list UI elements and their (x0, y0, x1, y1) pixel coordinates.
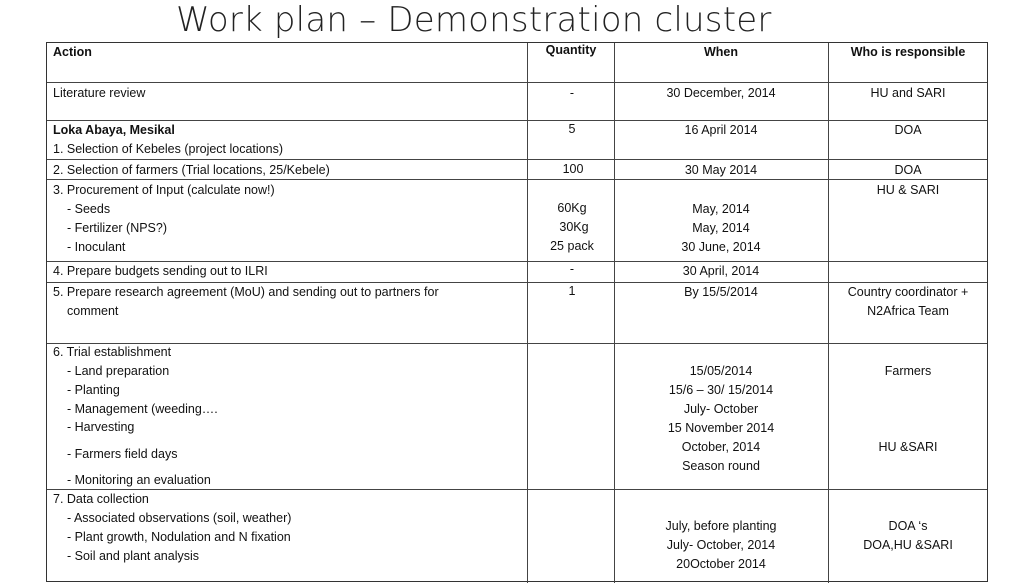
row7-action: 6. Trial establishment (53, 345, 172, 359)
row-divider (47, 120, 987, 121)
row2-responsible: DOA (894, 123, 922, 137)
row6-when: By 15/5/2014 (684, 285, 758, 299)
row1-when: 30 December, 2014 (666, 86, 776, 100)
row-divider (47, 343, 987, 344)
row4-when: May, 2014 (692, 202, 750, 216)
row5-quantity: - (569, 262, 575, 276)
row2-quantity: 5 (568, 122, 576, 136)
row2-group-label: Loka Abaya, Mesikal (53, 123, 175, 137)
row4-responsible: HU & SARI (876, 183, 940, 197)
row6-quantity: 1 (568, 284, 576, 298)
row7-sub-item: - Planting (67, 383, 120, 397)
row7-sub-item: - Monitoring an evaluation (67, 473, 211, 487)
row3-responsible: DOA (894, 163, 922, 177)
row8-when: 20October 2014 (676, 557, 766, 571)
row8-when: July, before planting (665, 519, 777, 533)
row4-when: May, 2014 (692, 221, 750, 235)
row4-sub-item: - Fertilizer (NPS?) (67, 221, 168, 235)
row3-when: 30 May 2014 (684, 163, 758, 177)
row7-responsible: HU &SARI (878, 440, 938, 454)
header-action: Action (53, 45, 92, 59)
row5-when: 30 April, 2014 (682, 264, 760, 278)
row2-action: 1. Selection of Kebeles (project locations) (53, 142, 283, 156)
row7-sub-item: - Management (weeding…. (67, 402, 218, 416)
row8-when: July- October, 2014 (666, 538, 776, 552)
row7-when: 15/6 – 30/ 15/2014 (668, 383, 774, 397)
row7-when: July- October (683, 402, 759, 416)
row8-sub-item: - Plant growth, Nodulation and N fixation (67, 530, 291, 544)
row4-sub-item: - Inoculant (67, 240, 126, 254)
header-when: When (703, 45, 739, 59)
row1-action: Literature review (53, 86, 146, 100)
column-divider (828, 43, 829, 583)
row4-sub-item: - Seeds (67, 202, 111, 216)
row4-action: 3. Procurement of Input (calculate now!) (53, 183, 275, 197)
row-divider (47, 82, 987, 83)
row1-responsible: HU and SARI (870, 86, 946, 100)
row7-when: Season round (682, 459, 760, 473)
row7-when: 15 November 2014 (667, 421, 775, 435)
row8-sub-item: - Associated observations (soil, weather) (67, 511, 292, 525)
row8-action: 7. Data collection (53, 492, 149, 506)
row3-quantity: 100 (562, 162, 584, 176)
header-responsible: Who is responsible (850, 45, 966, 59)
row4-quantity: 60Kg (557, 201, 587, 215)
row4-quantity: 25 pack (550, 239, 594, 253)
row6-responsible: Country coordinator + (847, 285, 969, 299)
row3-action: 2. Selection of farmers (Trial locations, 25/Kebele) (53, 163, 330, 177)
row4-when: 30 June, 2014 (681, 240, 761, 254)
page-title: Work plan – Demonstration cluster (176, 0, 772, 40)
row8-responsible: DOA,HU &SARI (863, 538, 953, 552)
row7-responsible: Farmers (884, 364, 932, 378)
row4-quantity: 30Kg (559, 220, 589, 234)
row7-sub-item: - Harvesting (67, 420, 135, 434)
header-quantity: Quantity (545, 43, 597, 57)
row-divider (47, 159, 987, 160)
column-divider (614, 43, 615, 583)
column-divider (527, 43, 528, 583)
row7-sub-item: - Land preparation (67, 364, 170, 378)
row2-when: 16 April 2014 (684, 123, 758, 137)
row7-sub-item: - Farmers field days (67, 447, 178, 461)
work-plan-table (46, 42, 988, 582)
row8-sub-item: - Soil and plant analysis (67, 549, 200, 563)
row8-responsible: DOA ‘s (888, 519, 928, 533)
row6-responsible-continued: N2Africa Team (867, 304, 949, 318)
row1-quantity: - (569, 86, 575, 100)
row6-action: 5. Prepare research agreement (MoU) and sending out to partners for (53, 285, 439, 299)
row7-when: October, 2014 (681, 440, 761, 454)
row6-action-continued: comment (67, 304, 119, 318)
row7-when: 15/05/2014 (689, 364, 753, 378)
row5-action: 4. Prepare budgets sending out to ILRI (53, 264, 268, 278)
